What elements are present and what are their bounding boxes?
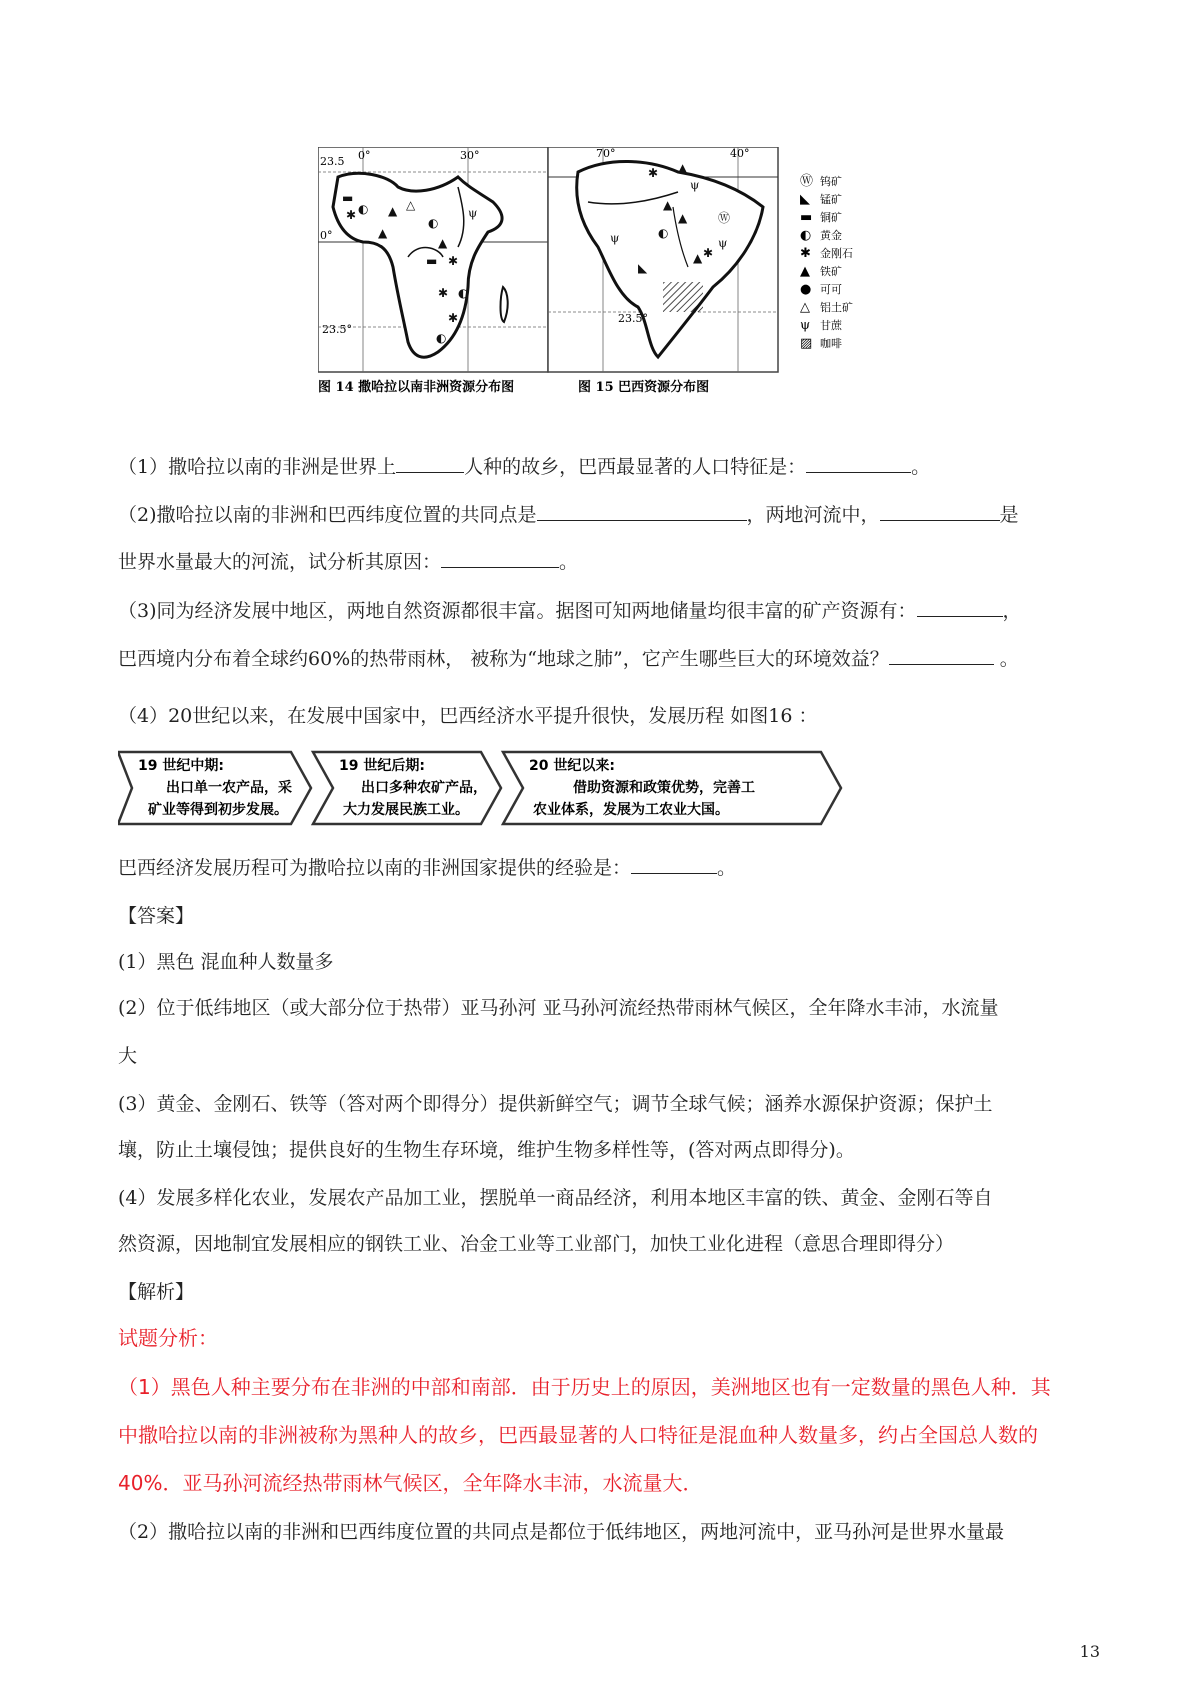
svg-text:✱: ✱ — [438, 286, 449, 300]
legend-label-7: 铝土矿 — [820, 301, 853, 314]
analysis-red-line-1: （1）黑色人种主要分布在非洲的中部和南部．由于历史上的原因，美洲地区也有一定数量的黑色人种．其 — [118, 1375, 1051, 1399]
question-1-text-b: 人种的故乡，巴西最显著的人口特征是： — [464, 456, 807, 478]
question-4-text: （4）20世纪以来，在发展中国家中，巴西经济水平提升很快，发展历程 如图16 ： — [118, 705, 818, 727]
svg-text:Ⓦ: Ⓦ — [718, 211, 731, 225]
legend-label-6: 可可 — [820, 283, 842, 296]
question-2 — [118, 501, 1100, 529]
legend-label-2: 铜矿 — [820, 211, 842, 224]
brazil-map-caption: 图 15 巴西资源分布图 — [578, 380, 710, 395]
map-legend — [800, 174, 853, 351]
legend-label-9: 咖啡 — [820, 337, 842, 350]
legend-label-4: 金刚石 — [820, 247, 853, 260]
question-3-line-2 — [118, 645, 1100, 673]
maps-svg — [318, 147, 898, 432]
answer-line-4: (3）黄金、金刚石、铁等（答对两个即得分）提供新鲜空气；调节全球气候；涵养水源保护资源；保护土 — [118, 1093, 993, 1115]
svg-text:△: △ — [406, 198, 416, 212]
flow-text-0-2: 矿业等得到初步发展。 — [148, 802, 288, 818]
answer-line-5: 壤，防止土壤侵蚀；提供良好的生物生存环境，维护生物多样性等，(答对两点即得分)。 — [118, 1139, 855, 1161]
blank-mineral-resources[interactable] — [917, 598, 1003, 617]
legend-label-5: 铁矿 — [820, 265, 842, 278]
svg-text:▲: ▲ — [678, 161, 688, 175]
africa-lat-235s-label: 23.5° — [322, 323, 352, 336]
africa-lat-235n-label: 23.5 — [320, 155, 345, 168]
svg-text:✱: ✱ — [346, 208, 357, 222]
legend-symbol-0: Ⓦ — [800, 174, 814, 189]
brazil-lon-70-label: 70° — [596, 147, 616, 160]
question-4-tail — [118, 854, 1100, 882]
svg-text:✱: ✱ — [703, 246, 714, 260]
svg-text:▲: ▲ — [678, 211, 688, 225]
answer-line-2: (2）位于低纬地区（或大部分位于热带）亚马孙河 亚马孙河流经热带雨林气候区，全年降水丰沛，水流量 — [118, 997, 999, 1019]
legend-label-0: 钨矿 — [820, 175, 842, 188]
svg-text:◐: ◐ — [658, 226, 669, 240]
page-number: 13 — [1079, 1642, 1100, 1661]
question-2-end: 。 — [559, 551, 579, 573]
question-2-text-d: 世界水量最大的河流，试分析其原因： — [118, 551, 442, 573]
africa-lat-0-label: 0° — [320, 229, 333, 242]
svg-text:ψ: ψ — [690, 178, 700, 192]
flow-text-1-2: 大力发展民族工业。 — [343, 802, 469, 818]
flow-text-2-2: 农业体系，发展为工农业大国。 — [533, 802, 729, 818]
analysis-heading: 【解析】 — [118, 1281, 195, 1303]
africa-lon-30-label: 30° — [460, 149, 480, 162]
flow-text-0-0: 19 世纪中期: — [138, 758, 224, 774]
question-4-tail-end: 。 — [717, 857, 737, 879]
africa-map-caption: 图 14 撒哈拉以南非洲资源分布图 — [318, 380, 515, 395]
legend-symbol-6: ● — [800, 282, 812, 297]
analysis-red-line-2: 中撒哈拉以南的非洲被称为黑种人的故乡，巴西最显著的人口特征是混血种人数量多，约占全国总人数的 — [118, 1423, 1038, 1447]
svg-text:ψ: ψ — [468, 206, 478, 220]
blank-latitude-common[interactable] — [537, 502, 747, 521]
legend-symbol-5: ▲ — [800, 264, 810, 279]
blank-river-reason[interactable] — [441, 549, 559, 568]
answer-heading: 【答案】 — [118, 905, 195, 927]
legend-label-3: 黄金 — [820, 229, 842, 242]
legend-symbol-9: ▨ — [800, 336, 813, 351]
africa-lon-0-label: 0° — [358, 149, 371, 162]
flow-text-1-0: 19 世纪后期: — [339, 758, 425, 774]
blank-river-name[interactable] — [880, 502, 1000, 521]
legend-symbol-2: ▬ — [800, 210, 813, 225]
flow-text-0-1: 出口单一农产品，采 — [166, 780, 292, 796]
question-2-line-2 — [118, 548, 1100, 576]
svg-text:▲: ▲ — [388, 204, 398, 218]
answer-line-1: (1）黑色 混血种人数量多 — [118, 951, 334, 973]
svg-text:◐: ◐ — [358, 202, 369, 216]
svg-text:◐: ◐ — [428, 216, 439, 230]
svg-text:✱: ✱ — [648, 166, 659, 180]
question-1-end: 。 — [911, 456, 931, 478]
question-3-text-b: 巴西境内分布着全球约60%的热带雨林， 被称为“地球之肺”，它产生哪些巨大的环境效益？ — [118, 648, 889, 670]
question-3-text-a: （3)同为经济发展中地区，两地自然资源都很丰富。据图可知两地储量均很丰富的矿产资源有： — [118, 600, 917, 622]
question-4-tail-text: 巴西经济发展历程可为撒哈拉以南的非洲国家提供的经验是： — [118, 857, 632, 879]
svg-text:▬: ▬ — [342, 191, 354, 205]
question-3-end: 。 — [993, 648, 1019, 670]
question-3 — [118, 597, 1100, 625]
analysis-line-2: （2）撒哈拉以南的非洲和巴西纬度位置的共同点是都位于低纬地区，两地河流中，亚马孙河是世界水量最 — [118, 1521, 1005, 1543]
svg-text:ψ: ψ — [718, 236, 728, 250]
resource-maps-figure — [318, 147, 898, 432]
blank-experience[interactable] — [631, 855, 717, 874]
flow-text-2-1: 借助资源和政策优势，完善工 — [573, 780, 755, 796]
legend-label-8: 甘蔗 — [820, 319, 842, 332]
blank-population-feature[interactable] — [806, 454, 911, 473]
question-1-text-a: （1）撒哈拉以南的非洲是世界上 — [118, 456, 397, 478]
legend-symbol-4: ✱ — [800, 246, 811, 261]
flow-text-1-1: 出口多种农矿产品， — [361, 780, 487, 796]
answer-line-7: 然资源，因地制宜发展相应的钢铁工业、冶金工业等工业部门，加快工业化进程（意思合理即得分） — [118, 1233, 955, 1255]
legend-symbol-3: ◐ — [800, 228, 812, 243]
question-2-text-c: 是 — [999, 504, 1019, 526]
legend-symbol-8: ψ — [800, 318, 811, 333]
question-1 — [118, 453, 1100, 481]
svg-text:✱: ✱ — [448, 311, 459, 325]
svg-text:◐: ◐ — [458, 286, 469, 300]
svg-text:▬: ▬ — [426, 254, 438, 268]
legend-symbol-7: △ — [800, 300, 810, 315]
legend-symbol-1: ◣ — [800, 192, 810, 207]
brazil-lon-40-label: 40° — [730, 147, 750, 160]
legend-label-1: 锰矿 — [820, 193, 842, 206]
brazil-lat-235s-label: 23.5° — [618, 312, 648, 325]
question-3-text-a-end: ， — [1002, 600, 1022, 622]
svg-text:◐: ◐ — [436, 331, 447, 345]
blank-race[interactable] — [396, 454, 464, 473]
blank-environmental-benefits[interactable] — [889, 646, 994, 665]
question-2-text-a: （2)撒哈拉以南的非洲和巴西纬度位置的共同点是 — [118, 504, 537, 526]
svg-text:✱: ✱ — [448, 254, 459, 268]
svg-text:▲: ▲ — [693, 251, 703, 265]
answer-line-6: (4）发展多样化农业，发展农产品加工业，摆脱单一商品经济，利用本地区丰富的铁、黄金、金刚石等自 — [118, 1187, 993, 1209]
analysis-red-line-3: 40%．亚马孙河流经热带雨林气候区，全年降水丰沛，水流量大． — [118, 1471, 703, 1495]
svg-text:▲: ▲ — [438, 236, 448, 250]
svg-text:◣: ◣ — [638, 261, 648, 275]
flow-svg — [118, 748, 848, 828]
madagascar-outline — [501, 287, 508, 322]
coffee-region — [663, 282, 703, 312]
answer-line-3: 大 — [118, 1045, 138, 1067]
svg-text:▲: ▲ — [663, 198, 673, 212]
flow-text-2-0: 20 世纪以来: — [529, 758, 615, 774]
analysis-title: 试题分析： — [118, 1326, 218, 1350]
svg-text:ψ: ψ — [610, 231, 620, 245]
svg-text:▲: ▲ — [378, 226, 388, 240]
question-4 — [118, 702, 1100, 730]
brazil-development-flow — [118, 748, 848, 828]
question-2-text-b: ，两地河流中， — [746, 504, 880, 526]
